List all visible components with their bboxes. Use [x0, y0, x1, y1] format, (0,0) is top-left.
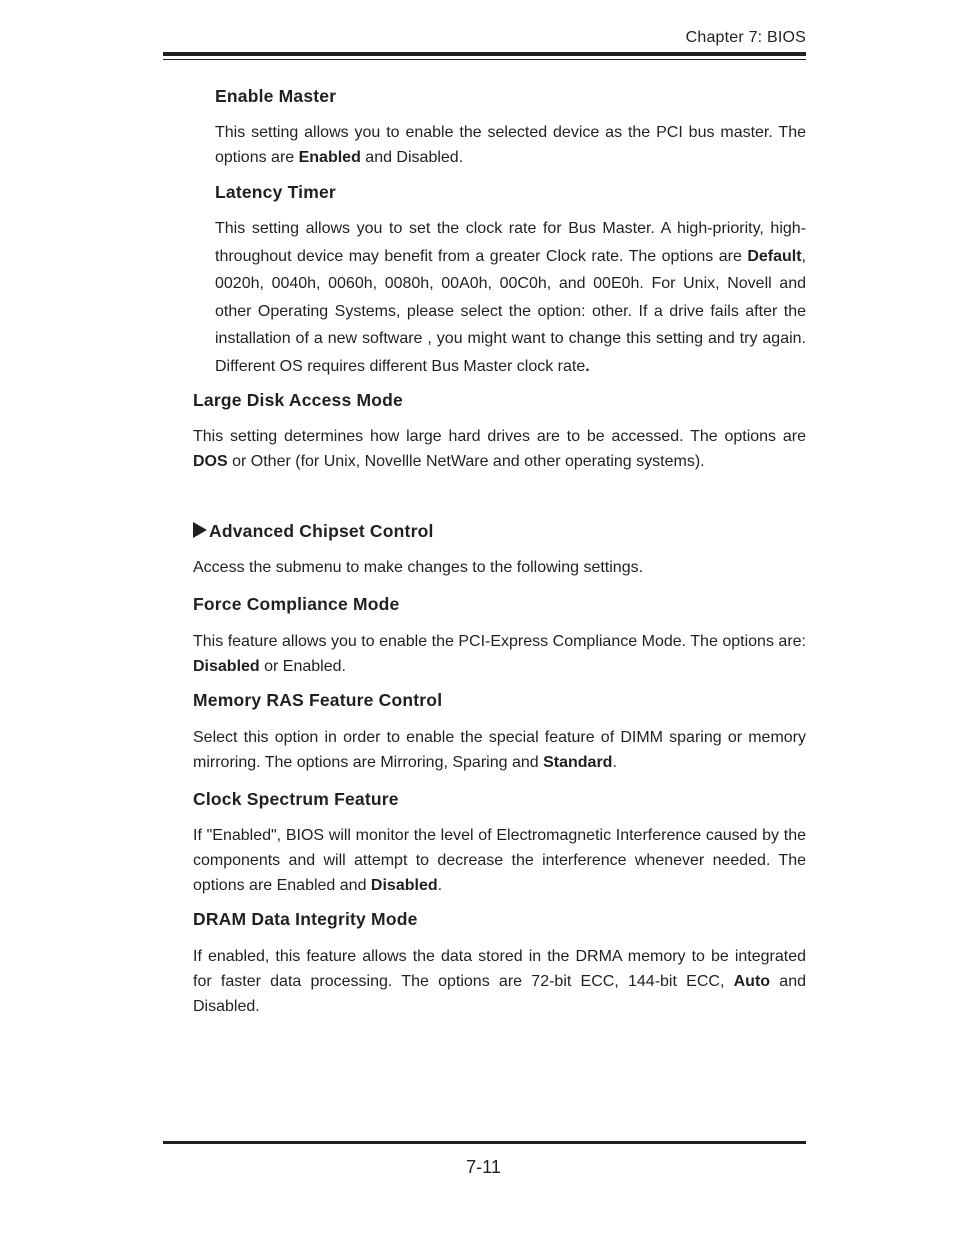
text-clock-spectrum: If "Enabled", BIOS will monitor the level of Electromagnetic Interference caused by the components and will attempt to decrease the interference whenever needed. The options are Enabled and Disabled.	[193, 827, 806, 894]
text-memory-ras: Select this option in order to enable the special feature of DIMM sparing or memory mirroring. The options are Mirroring, Sparing and Standard.	[193, 729, 806, 771]
heading-dram-integrity: DRAM Data Integrity Mode	[193, 909, 418, 929]
heading-latency-timer: Latency Timer	[215, 182, 336, 202]
text-latency-timer: This setting allows you to set the clock rate for Bus Master. A high-priority, high-throughout device may benefit from a greater Clock rate. The options are Default, 0020h, 0040h, 0060h, 0080h, 00A0h, 00C0h, and 00E0h. For Unix, Novell and other Operating Systems, please select the option: other. If a drive fails after the installation of a new software , you might want to change this setting and try again. Different OS requires different Bus Master clock rate.	[215, 220, 806, 375]
heading-advanced-chipset: Advanced Chipset Control	[209, 521, 434, 541]
section-advanced-chipset	[193, 521, 806, 542]
text-enable-master: This setting allows you to enable the selected device as the PCI bus master. The options are Enabled and Disabled.	[215, 124, 806, 166]
heading-force-compliance: Force Compliance Mode	[193, 594, 400, 614]
heading-clock-spectrum: Clock Spectrum Feature	[193, 789, 399, 809]
text-large-disk: This setting determines how large hard drives are to be accessed. The options are DOS or Other (for Unix, Novellle NetWare and other operating systems).	[193, 428, 806, 470]
heading-large-disk: Large Disk Access Mode	[193, 390, 403, 410]
section-latency-timer	[215, 182, 806, 203]
header-rule-thick	[163, 52, 806, 56]
text-advanced-chipset: Access the submenu to make changes to the following settings.	[193, 559, 644, 576]
section-dram-integrity	[193, 909, 806, 930]
section-large-disk	[193, 390, 806, 411]
section-memory-ras	[193, 690, 806, 711]
footer-rule	[163, 1141, 806, 1144]
heading-enable-master: Enable Master	[215, 86, 337, 106]
section-enable-master	[215, 86, 806, 107]
page-number: 7-11	[466, 1157, 501, 1177]
right-triangle-icon	[193, 522, 207, 538]
text-dram-integrity: If enabled, this feature allows the data stored in the DRMA memory to be integrated for faster data processing. The options are 72-bit ECC, 144-bit ECC, Auto and Disabled.	[193, 948, 806, 1015]
header-rule-thin	[163, 59, 806, 61]
chapter-header: Chapter 7: BIOS	[685, 29, 806, 46]
text-force-compliance: This feature allows you to enable the PCI-Express Compliance Mode. The options are: Disabled or Enabled.	[193, 633, 806, 675]
section-force-compliance	[193, 594, 806, 615]
section-clock-spectrum	[193, 789, 806, 810]
heading-memory-ras: Memory RAS Feature Control	[193, 690, 443, 710]
